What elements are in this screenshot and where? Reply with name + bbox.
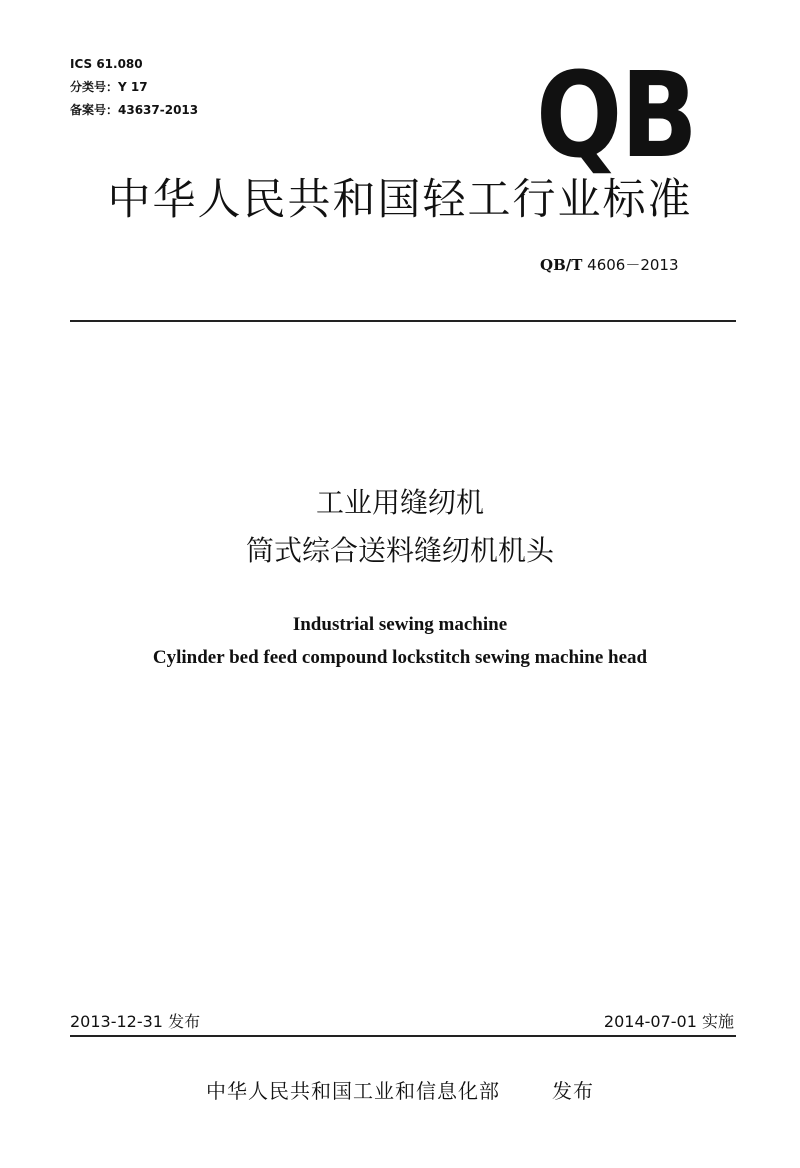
document-title-en-line1: Industrial sewing machine	[292, 614, 508, 635]
issuer-action: 发布	[552, 1079, 594, 1103]
footer-divider	[70, 1035, 736, 1037]
standard-series-title: 中华人民共和国轻工行业标准	[107, 175, 693, 225]
ics-code: ICS 61.080	[70, 57, 143, 71]
qb-logo: QB	[536, 46, 697, 184]
issuer-name: 中华人民共和国工业和信息化部	[206, 1079, 500, 1103]
standard-code-number: 4606－2013	[587, 256, 679, 274]
filing-number: 备案号：43637-2013	[70, 103, 199, 117]
category-number: 分类号：Y 17	[70, 80, 148, 94]
document-title-en-line2: Cylinder bed feed compound lockstitch sewing machine head	[152, 647, 648, 668]
document-title-cn-line2: 筒式综合送料缝纫机机头	[245, 534, 554, 567]
publish-date: 2013-12-31 发布	[70, 1012, 201, 1031]
document-title-cn-line1: 工业用缝纫机	[315, 486, 484, 519]
standard-code	[540, 254, 679, 275]
effective-date: 2014-07-01 实施	[603, 1012, 734, 1031]
standard-code-prefix: QB/T	[540, 256, 583, 274]
header-divider	[70, 320, 736, 322]
